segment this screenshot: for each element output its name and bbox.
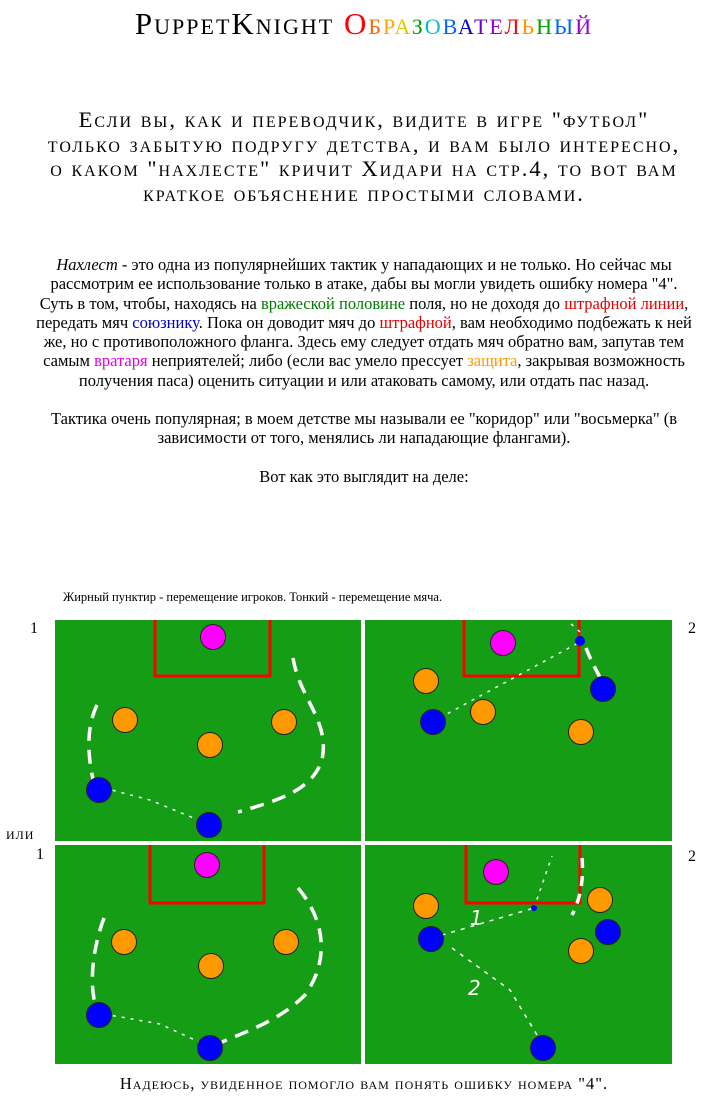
title-letter: в	[442, 6, 458, 41]
defender-player	[569, 720, 594, 745]
goalkeeper-player	[195, 853, 220, 878]
goalkeeper-player	[484, 860, 509, 885]
paragraph-text: - это одна из популярнейших тактик у нападающих и не только. Но сейчас мы рассмотрим ее использование только в атаке, дабы вы могли увидеть ошибку номера "4".	[50, 255, 678, 294]
title-letter: ь	[521, 6, 537, 41]
term-penalty-area: штрафной	[379, 312, 452, 332]
defender-player	[112, 930, 137, 955]
attacker-player	[596, 920, 621, 945]
paragraph-text: , передать мяч	[36, 293, 689, 332]
diagram-step-label: 1	[30, 620, 38, 637]
pass-order-label: 2	[468, 976, 481, 1000]
defender-player	[274, 930, 299, 955]
term-enemy-half: вражеской половине	[261, 293, 406, 313]
title-letter: т	[473, 6, 490, 41]
defender-player	[471, 700, 496, 725]
pass-order-label: 1	[470, 906, 483, 930]
title-letter: з	[411, 6, 425, 41]
paragraph-text: Суть в том, чтобы, находясь на	[39, 293, 262, 313]
title-letter: О	[343, 6, 369, 41]
paragraph-text: неприятелей; либо (если вас умело прессует	[147, 351, 468, 371]
title-letter: р	[382, 6, 395, 41]
defender-player	[198, 733, 223, 758]
title-letter: н	[536, 6, 554, 41]
attacker-player	[87, 1003, 112, 1028]
title-brand: PuppetKnight	[134, 6, 335, 41]
defender-player	[588, 888, 613, 913]
goalkeeper-player	[201, 625, 226, 650]
diagram-step-label: 2	[688, 620, 696, 637]
term-nakhlest: Нахлест	[56, 255, 118, 274]
title-letter: б	[368, 6, 383, 41]
ball	[531, 905, 537, 911]
defender-player	[414, 669, 439, 694]
paragraph-text: поля, но не доходя до	[405, 293, 565, 313]
intro-line-3: о каком "нахлесте" кричит Хидари на стр.4, то вот вам	[50, 156, 678, 181]
title-letter: е	[489, 6, 505, 41]
term-defense: защита	[467, 351, 518, 371]
term-ally: союзнику	[132, 312, 199, 332]
intro-line-1: Если вы, как и переводчик, видите в игре "футбол"	[78, 107, 650, 132]
title-letter: а	[457, 6, 474, 41]
title-letter: ы	[554, 6, 576, 41]
paragraph-popular: Тактика очень популярная; в моем детстве мы называли ее "коридор" или "восьмерка" (в зависимости от того, менялись ли нападающие флангами).	[50, 409, 678, 448]
attacker-player	[198, 1036, 223, 1061]
title-letter: л	[504, 6, 522, 41]
diagram-legend: Жирный пунктир - перемещение игроков. Тонкий - перемещение мяча.	[63, 590, 443, 604]
intro-line-2: только забытую подругу детства, и вам было интересно,	[47, 131, 681, 157]
title-letter: о	[424, 6, 443, 41]
paragraph-text: , закрывая возможность получения паса) оценить ситуации и или атаковать самому, или отдать пас назад.	[78, 351, 685, 390]
defender-player	[199, 954, 224, 979]
defender-player	[113, 708, 138, 733]
defender-player	[272, 710, 297, 735]
title-letter: й	[575, 6, 594, 41]
diagram-step-label: 2	[688, 848, 696, 865]
defender-player	[414, 894, 439, 919]
attacker-player	[531, 1036, 556, 1061]
intro-line-4: краткое объяснение простыми словами.	[143, 180, 585, 206]
attacker-player	[591, 677, 616, 702]
title-letter: а	[394, 6, 412, 41]
paragraph-lead-in: Вот как это выглядит на деле:	[259, 466, 469, 486]
term-goalkeeper: вратаря	[94, 351, 148, 371]
attacker-player	[197, 813, 222, 838]
attacker-player	[421, 710, 446, 735]
ball	[575, 636, 585, 646]
diagram-or-label: или	[6, 824, 35, 843]
goalkeeper-player	[491, 631, 516, 656]
defender-player	[569, 939, 594, 964]
attacker-player	[419, 927, 444, 952]
attacker-player	[87, 778, 112, 803]
term-penalty-line: штрафной линии	[564, 293, 685, 313]
closing-note: Надеюсь, увиденное помогло вам понять ошибку номера "4".	[119, 1074, 609, 1093]
paragraph-text: , вам необходимо подбежать к ней же, но с противоположного фланга. Здесь ему следует отдать мяч обратно вам, запутав тем самым	[43, 312, 692, 371]
diagram-step-label: 1	[36, 846, 44, 863]
paragraph-text: . Пока он доводит мяч до	[198, 312, 380, 332]
